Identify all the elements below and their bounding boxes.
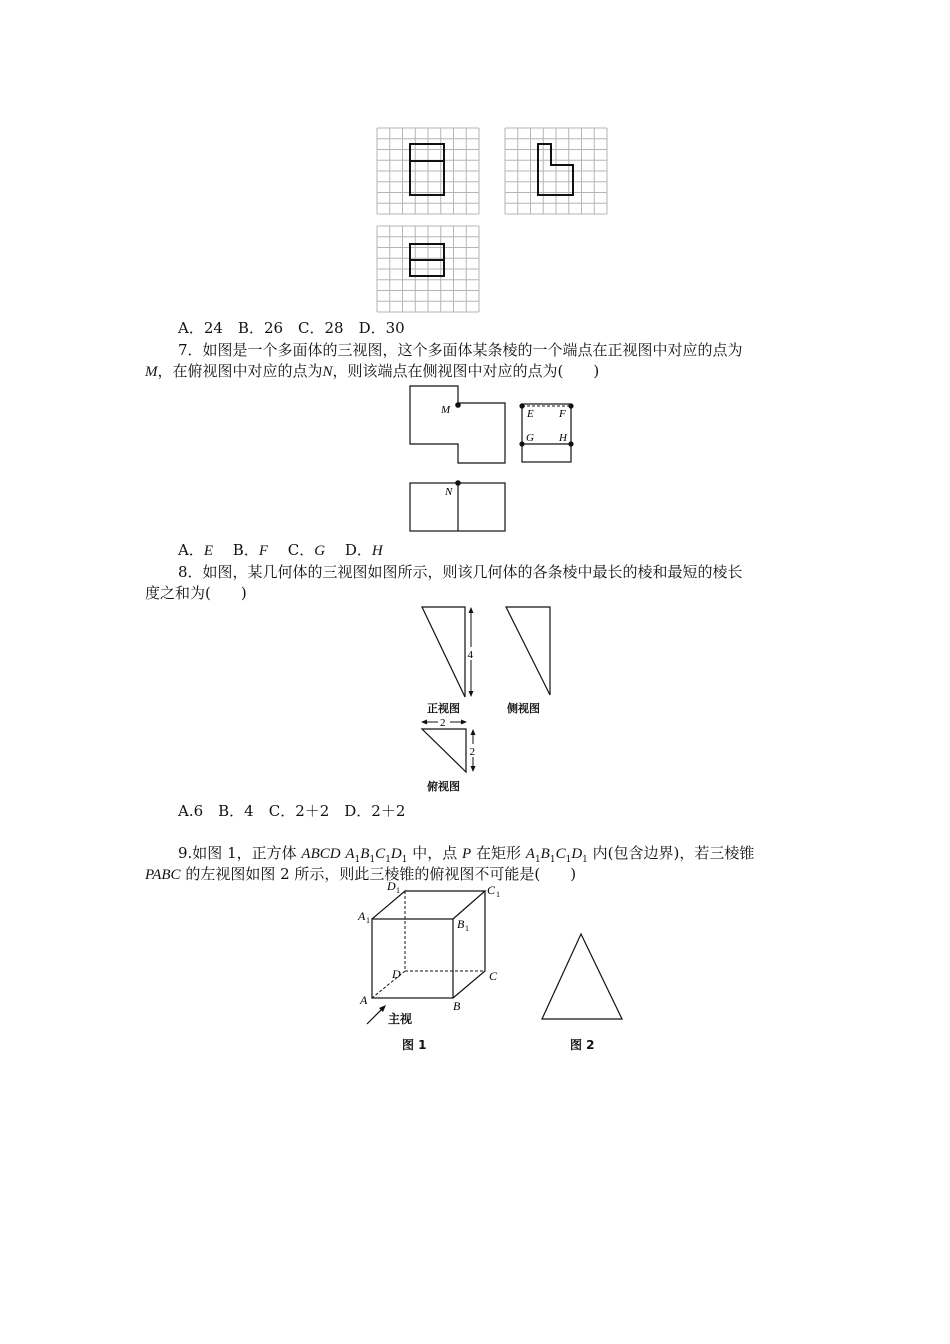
q9-arrow-label: 主视: [388, 1012, 413, 1026]
q8-side-view: [501, 603, 556, 699]
point-n: [455, 480, 461, 486]
q8-stem-line1: 8．如图，某几何体的三视图如图所示，则该几何体的各条棱中最长的棱和最短的棱长: [178, 563, 743, 581]
q8-side-caption: 侧视图: [507, 702, 540, 715]
q7-top-view: [405, 478, 515, 536]
q7-side-view: [516, 398, 578, 468]
q6-grid-side: [504, 127, 608, 215]
svg-text:2: 2: [440, 717, 446, 729]
q7-stem-line1: 7．如图是一个多面体的三视图，这个多面体某条棱的一个端点在正视图中对应的点为: [178, 341, 743, 359]
q9-left-view-triangle: [538, 930, 628, 1022]
svg-text:A: A: [358, 909, 366, 923]
svg-text:G: G: [526, 432, 534, 444]
q9-cube-figure: [355, 876, 520, 1031]
q8-front-view: [418, 603, 483, 703]
q8-options: A.6 B．4 C．2＋2 D．2＋2: [178, 802, 406, 820]
q7-front-view: [405, 382, 515, 468]
svg-text:N: N: [445, 486, 453, 498]
svg-text:E: E: [527, 408, 534, 420]
svg-text:B: B: [457, 917, 465, 931]
svg-text:C: C: [487, 883, 496, 897]
svg-text:4: 4: [467, 649, 473, 661]
svg-text:H: H: [559, 432, 567, 444]
point-m: [455, 402, 461, 408]
q7-stem-line2: M，在俯视图中对应的点为N，则该端点在侧视图中对应的点为( ): [145, 362, 600, 380]
q9-stem-line1: 9.如图 1，正方体 ABCD $A_1B_1C_1D_1$ 中，点 P 在矩形 $A_1B_1C_1D_1$ 内(包含边界)，若三棱锥: [178, 844, 755, 865]
svg-text:1: 1: [465, 924, 469, 933]
svg-text:D: D: [392, 967, 401, 981]
svg-text:1: 1: [496, 890, 500, 899]
svg-text:1: 1: [396, 886, 400, 895]
svg-text:A: A: [360, 993, 368, 1007]
q9-stem-line2: PABC 的左视图如图 2 所示，则此三棱锥的俯视图不可能是( ): [145, 865, 577, 883]
q9-fig2-caption: 图 2: [570, 1038, 595, 1052]
q7-options: A．E B．F C．G D．H: [178, 541, 383, 559]
q8-top-view: [417, 713, 482, 777]
svg-text:2: 2: [469, 746, 475, 758]
q8-front-caption: 正视图: [427, 702, 460, 715]
svg-text:B: B: [453, 999, 461, 1013]
q6-grid-top: [376, 225, 480, 313]
svg-text:D: D: [387, 879, 396, 893]
svg-text:M: M: [441, 404, 451, 416]
q8-top-caption: 俯视图: [427, 780, 460, 793]
svg-text:1: 1: [366, 916, 370, 925]
svg-text:F: F: [559, 408, 566, 420]
q9-fig1-caption: 图 1: [402, 1038, 427, 1052]
svg-text:C: C: [489, 969, 498, 983]
q6-grid-front: [376, 127, 480, 215]
q6-options: A．24 B．26 C．28 D．30: [178, 319, 405, 337]
q8-stem-line2: 度之和为( ): [145, 584, 247, 602]
